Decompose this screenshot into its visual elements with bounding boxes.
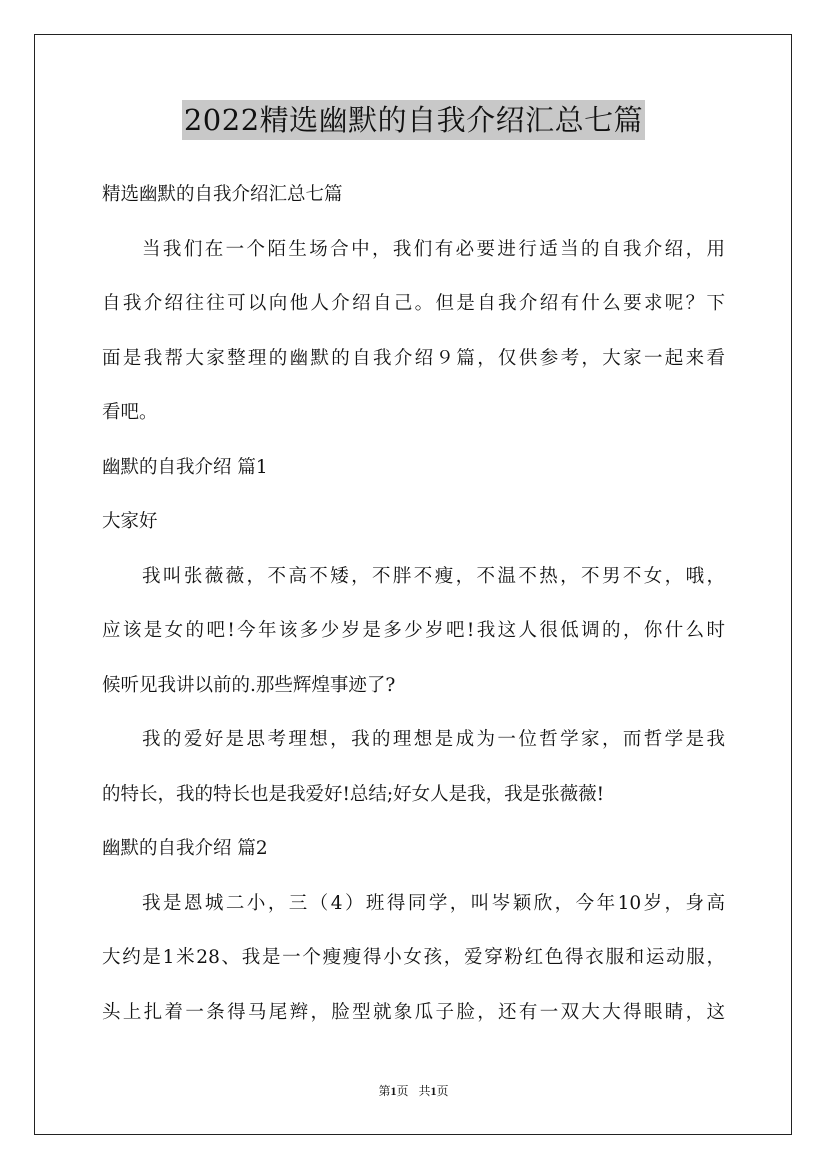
total-suffix: 页 bbox=[436, 1084, 449, 1098]
subtitle: 精选幽默的自我介绍汇总七篇 bbox=[102, 184, 343, 205]
intro-line: 自我介绍往往可以向他人介绍自己。但是自我介绍有什么要求呢？下 bbox=[102, 293, 725, 314]
paragraph-line: 我的爱好是思考理想，我的理想是成为一位哲学家，而哲学是我 bbox=[142, 729, 725, 750]
paragraph-line: 我是恩城二小，三（4）班得同学，叫岑颖欣，今年10岁，身高 bbox=[142, 892, 725, 914]
paragraph-line: 应该是女的吧!今年该多少岁是多少岁吧!我这人很低调的，你什么时 bbox=[102, 620, 725, 641]
page-prefix: 第 bbox=[378, 1084, 391, 1098]
title-container bbox=[0, 100, 827, 140]
page-number: 1 bbox=[390, 1084, 397, 1098]
intro-line: 看吧。 bbox=[102, 402, 158, 423]
page-footer bbox=[0, 1083, 827, 1099]
total-pages: 1 bbox=[430, 1084, 437, 1098]
section-heading: 幽默的自我介绍 篇2 bbox=[102, 838, 268, 859]
paragraph-line: 大约是1米28、我是一个瘦瘦得小女孩，爱穿粉红色得衣服和运动服， bbox=[102, 947, 725, 968]
document-body bbox=[102, 168, 725, 1040]
intro-line: 面是我帮大家整理的幽默的自我介绍９篇，仅供参考，大家一起来看 bbox=[102, 347, 725, 369]
page-suffix: 页 bbox=[396, 1084, 409, 1098]
document-title: 2022精选幽默的自我介绍汇总七篇 bbox=[182, 100, 645, 140]
paragraph-line: 我叫张薇薇，不高不矮，不胖不瘦，不温不热，不男不女，哦， bbox=[142, 565, 725, 587]
paragraph-line: 头上扎着一条得马尾辫，脸型就象瓜子脸，还有一双大大得眼睛，这 bbox=[102, 1001, 725, 1023]
paragraph-line: 的特长，我的特长也是我爱好!总结;好女人是我，我是张薇薇! bbox=[102, 783, 605, 805]
section-heading: 幽默的自我介绍 篇1 bbox=[102, 456, 268, 478]
paragraph-line: 候听见我讲以前的.那些辉煌事迹了? bbox=[102, 674, 396, 696]
total-prefix: 共 bbox=[418, 1084, 431, 1098]
intro-line: 当我们在一个陌生场合中，我们有必要进行适当的自我介绍，用 bbox=[142, 238, 725, 260]
greeting: 大家好 bbox=[102, 511, 158, 532]
